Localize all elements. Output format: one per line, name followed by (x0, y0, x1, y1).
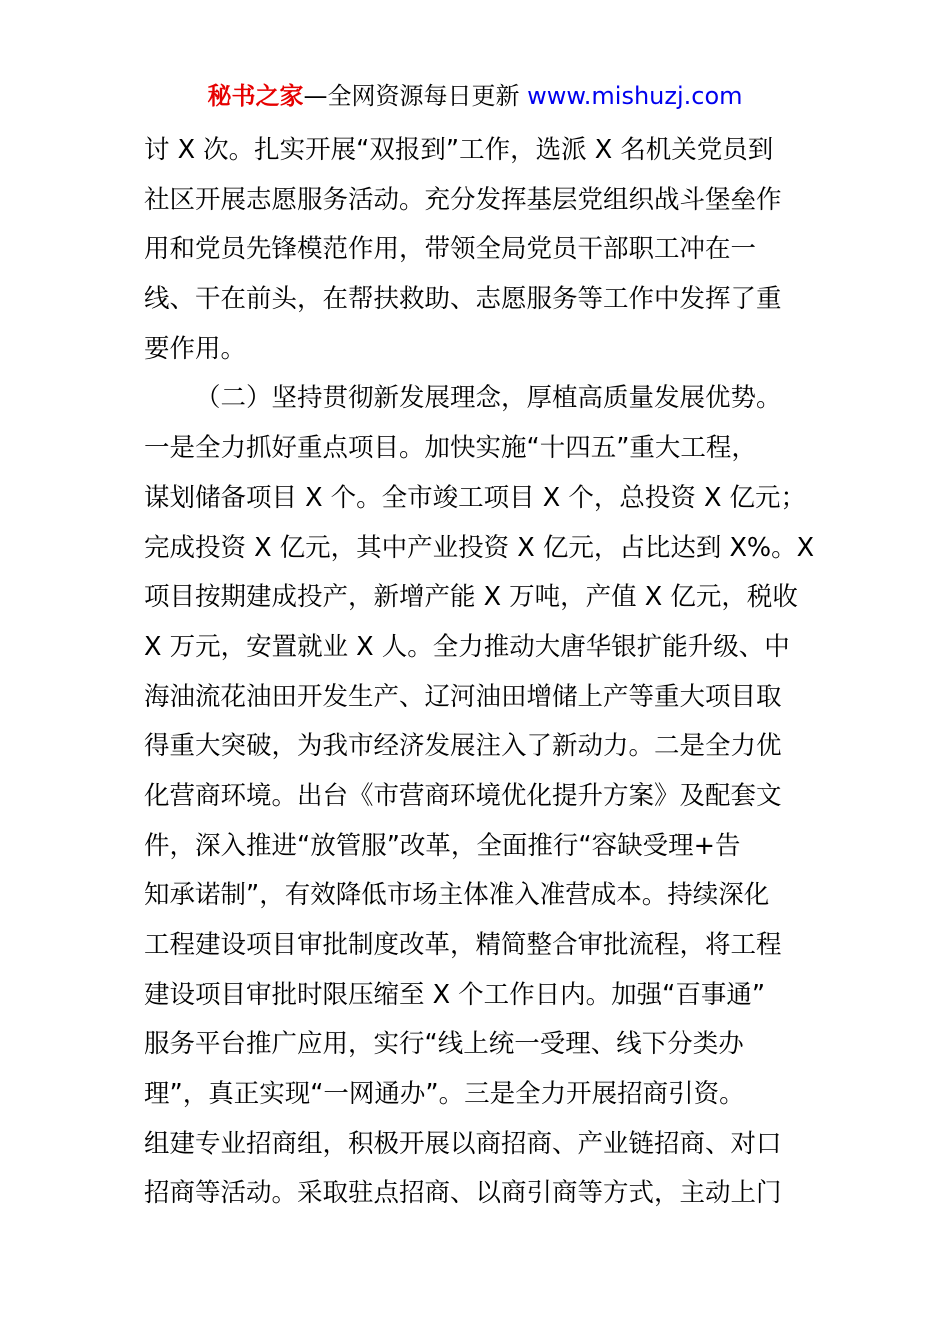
text-line: 一是全力抓好重点项目。加快实施“十四五”重大工程， (144, 433, 757, 464)
text-line: 组建专业招商组，积极开展以商招商、产业链招商、对口 (144, 1128, 782, 1159)
text-line: 知承诺制”，有效降低市场主体准入准营成本。持续深化 (144, 880, 770, 911)
text-line: 化营商环境。出台《市营商环境优化提升方案》及配套文 (144, 780, 782, 811)
text-line: 谋划储备项目 X 个。全市竣工项目 X 个，总投资 X 亿元； (144, 482, 807, 513)
text-line: 社区开展志愿服务活动。充分发挥基层党组织战斗堡垒作 (144, 184, 782, 215)
text-line: 海油流花油田开发生产、辽河油田增储上产等重大项目取 (144, 681, 782, 712)
text-line: 要作用。 (144, 333, 247, 364)
text-line: 招商等活动。采取驻点招商、以商引商等方式，主动上门 (144, 1178, 782, 1209)
text-line: 项目按期建成投产，新增产能 X 万吨，产值 X 亿元，税收 (144, 582, 798, 613)
brand-name: 秘书之家 (207, 82, 304, 110)
text-line: 完成投资 X 亿元，其中产业投资 X 亿元，占比达到 X%。X (144, 532, 815, 563)
text-line: 服务平台推广应用，实行“线上统一受理、线下分类办 (144, 1029, 744, 1060)
header-slogan: —全网资源每日更新 (303, 82, 520, 110)
text-line: 理”，真正实现“一网通办”。三是全力开展招商引资。 (144, 1079, 745, 1110)
text-line: 得重大突破，为我市经济发展注入了新动力。二是全力优 (144, 731, 782, 762)
text-line: 用和党员先锋模范作用，带领全局党员干部职工冲在一 (144, 234, 757, 265)
text-line: 讨 X 次。扎实开展“双报到”工作，选派 X 名机关党员到 (144, 135, 774, 165)
text-line: 件，深入推进“放管服”改革，全面推行“容缺受理+告 (144, 830, 741, 861)
text-line: 建设项目审批时限压缩至 X 个工作日内。加强“百事通” (144, 979, 766, 1010)
section-heading: （二）坚持贯彻新发展理念，厚植高质量发展优势。 (195, 383, 782, 414)
text-line: 工程建设项目审批制度改革，精简整合审批流程，将工程 (144, 930, 782, 960)
website-link[interactable]: www.mishuzj.com (527, 82, 743, 110)
text-line: X 万元，安置就业 X 人。全力推动大唐华银扩能升级、中 (144, 631, 790, 662)
page-header (0, 80, 950, 112)
document-body (144, 126, 815, 1219)
text-line: 线、干在前头，在帮扶救助、志愿服务等工作中发挥了重 (144, 284, 782, 315)
